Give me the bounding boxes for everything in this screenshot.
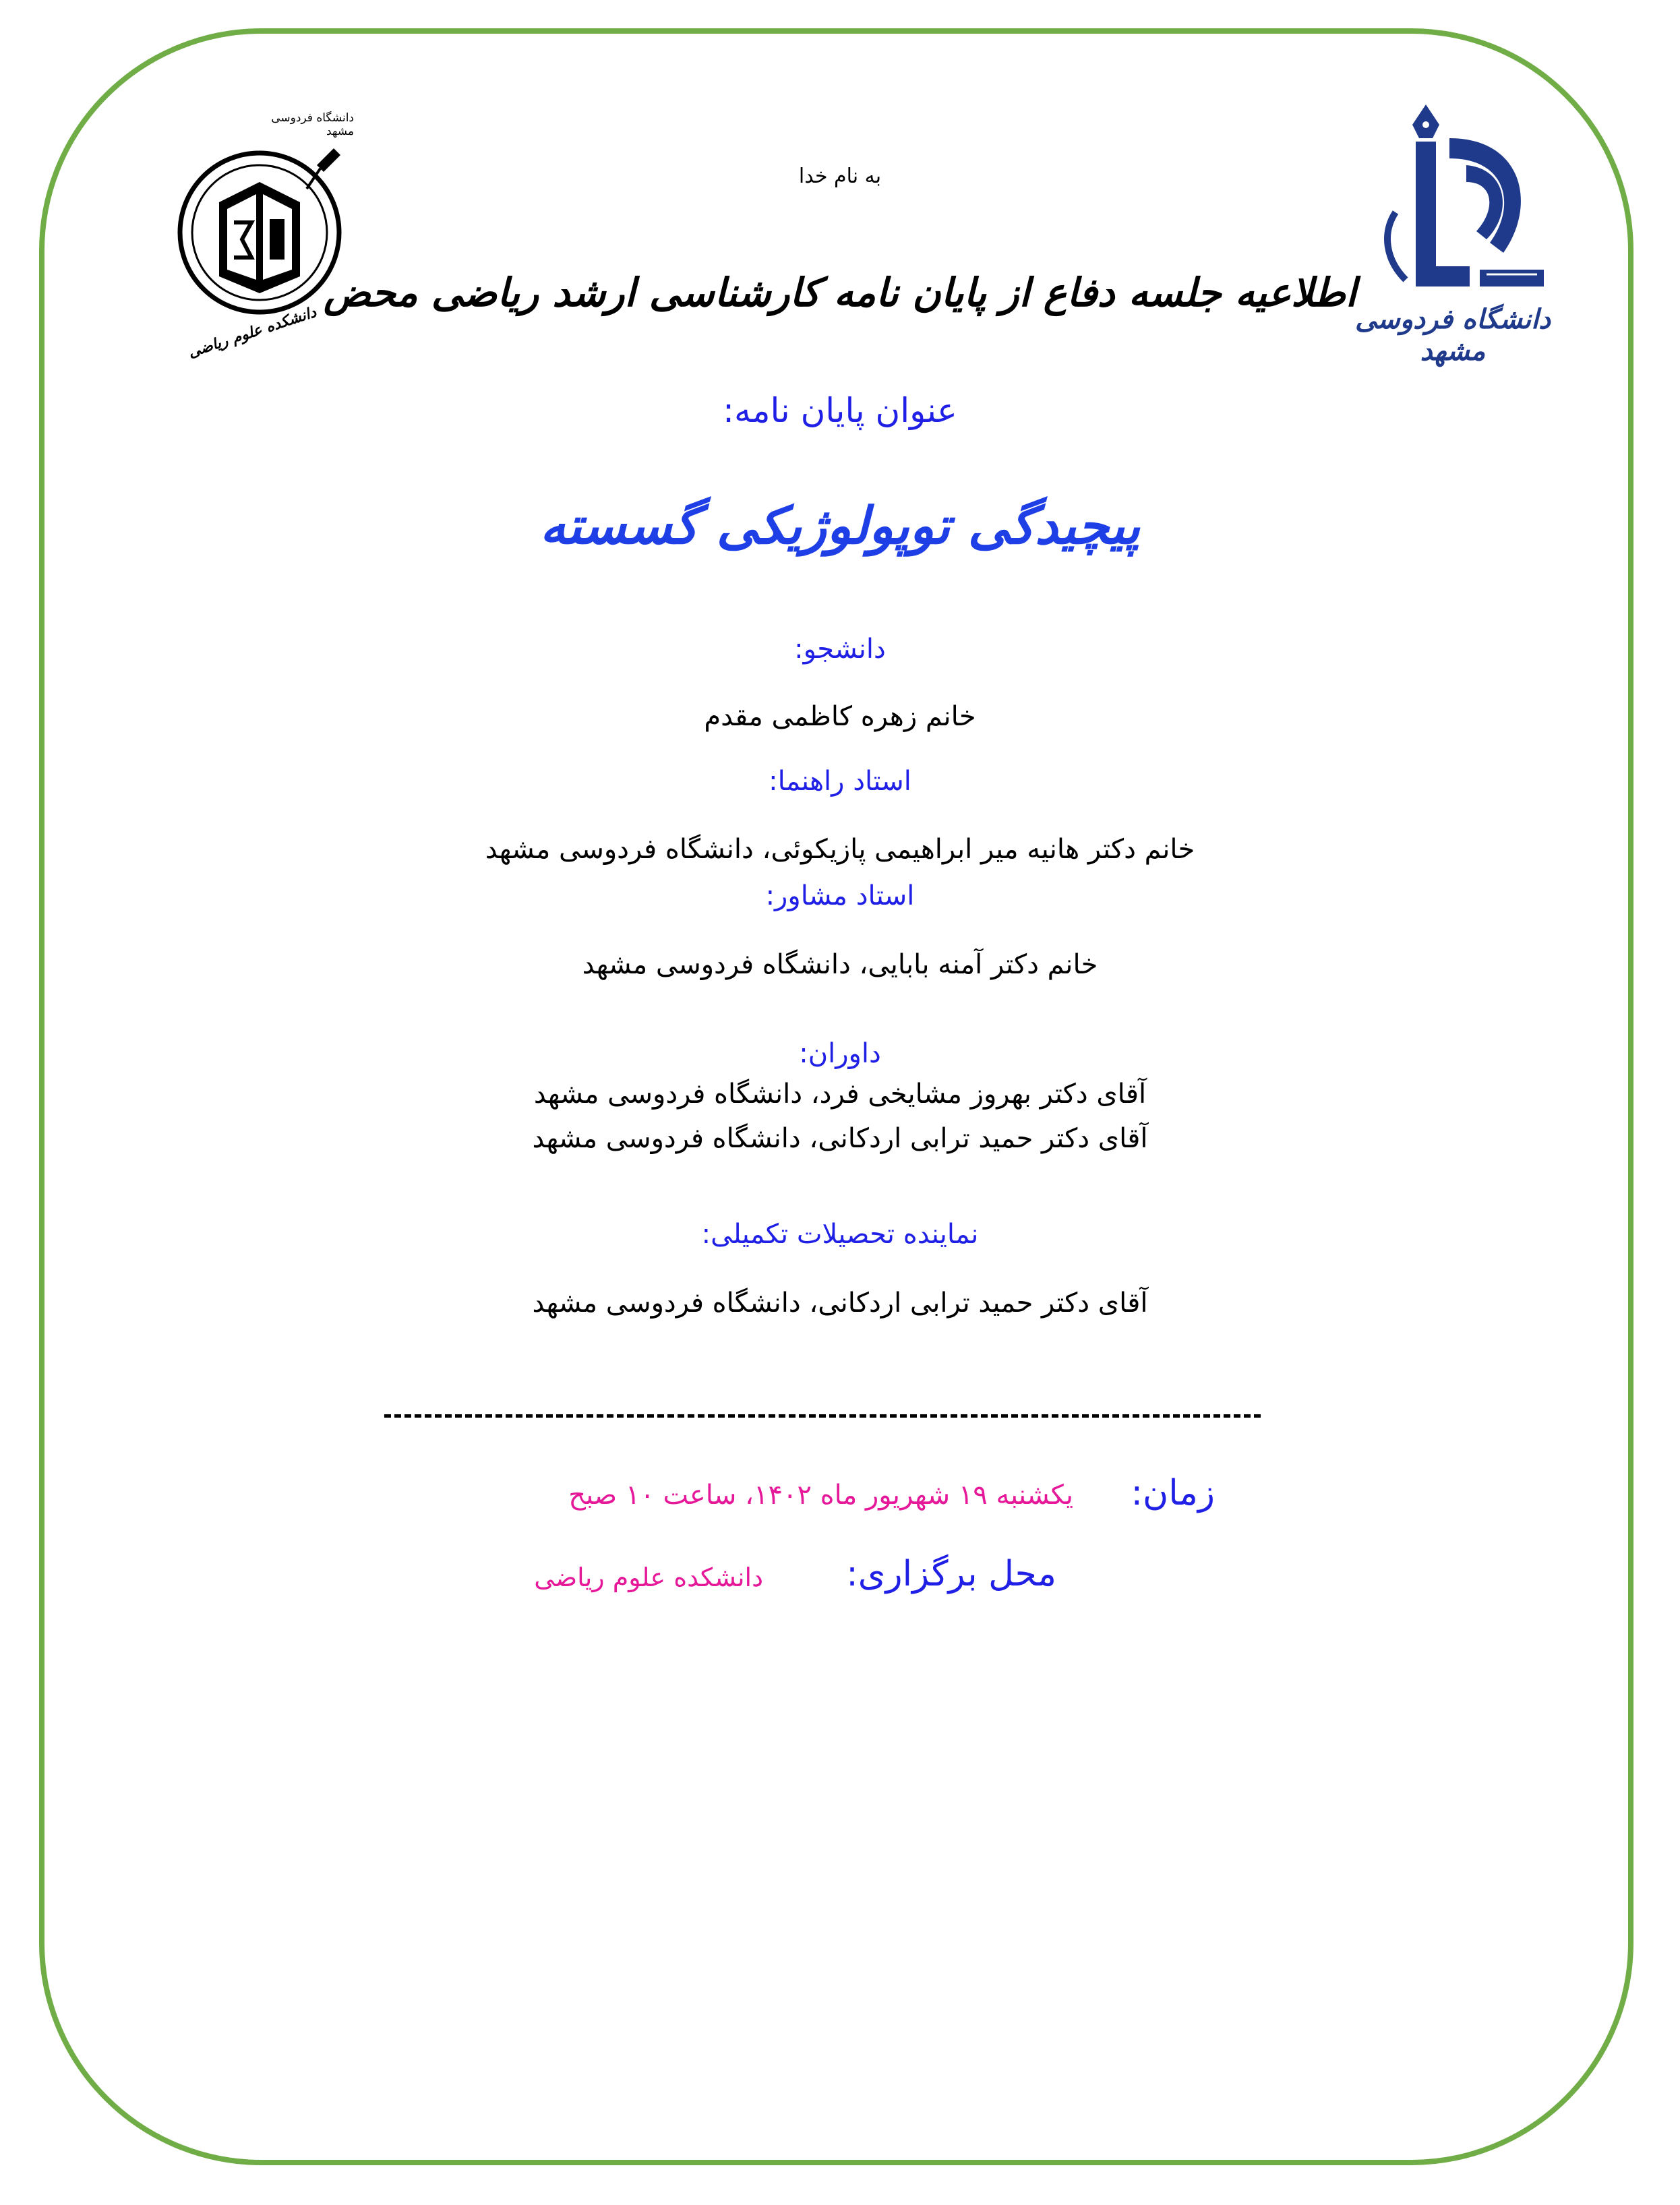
- faculty-logo-caption: دانشکده علوم ریاضی: [185, 303, 319, 361]
- supervisor-label: استاد راهنما:: [769, 766, 911, 797]
- graduate-rep-name: آقای دکتر حمید ترابی اردکانی، دانشگاه فردوسی مشهد: [532, 1288, 1148, 1319]
- referee-name: آقای دکتر حمید ترابی اردکانی، دانشگاه فردوسی مشهد: [532, 1123, 1148, 1154]
- advisor-label: استاد مشاور:: [765, 880, 915, 911]
- time-label: زمان:: [1131, 1473, 1215, 1513]
- dashed-divider: [384, 1414, 1261, 1418]
- student-label: دانشجو:: [794, 634, 886, 665]
- advisor-name: خانم دکتر آمنه بابایی، دانشگاه فردوسی مشهد: [582, 949, 1098, 980]
- announcement-heading: اطلاعیه جلسه دفاع از پایان نامه کارشناسی ارشد ریاضی محض: [323, 270, 1356, 315]
- referee-name: آقای دکتر بهروز مشایخی فرد، دانشگاه فردوسی مشهد: [533, 1079, 1147, 1110]
- referees-label: داوران:: [799, 1038, 881, 1069]
- thesis-title-label: عنوان پایان نامه:: [723, 391, 957, 430]
- thesis-title: پیچیدگی توپولوژیکی گسسته: [539, 495, 1141, 555]
- time-value: یکشنبه ۱۹ شهریور ماه ۱۴۰۲، ساعت ۱۰ صبح: [568, 1480, 1073, 1511]
- bismillah-text: به نام خدا: [798, 164, 882, 188]
- faculty-logo: [172, 101, 354, 361]
- faculty-logo-top-text: دانشگاه فردوسی مشهد: [271, 111, 354, 138]
- venue-label: محل برگزاری:: [846, 1554, 1056, 1594]
- university-logo-caption: دانشگاه فردوسی مشهد: [1354, 303, 1551, 367]
- venue-value: دانشکده علوم ریاضی: [534, 1563, 763, 1592]
- graduate-rep-label: نماینده تحصیلات تکمیلی:: [701, 1219, 979, 1250]
- student-name: خانم زهره کاظمی مقدم: [704, 701, 976, 732]
- supervisor-name: خانم دکتر هانیه میر ابراهیمی پازیکوئی، دانشگاه فردوسی مشهد: [485, 834, 1195, 865]
